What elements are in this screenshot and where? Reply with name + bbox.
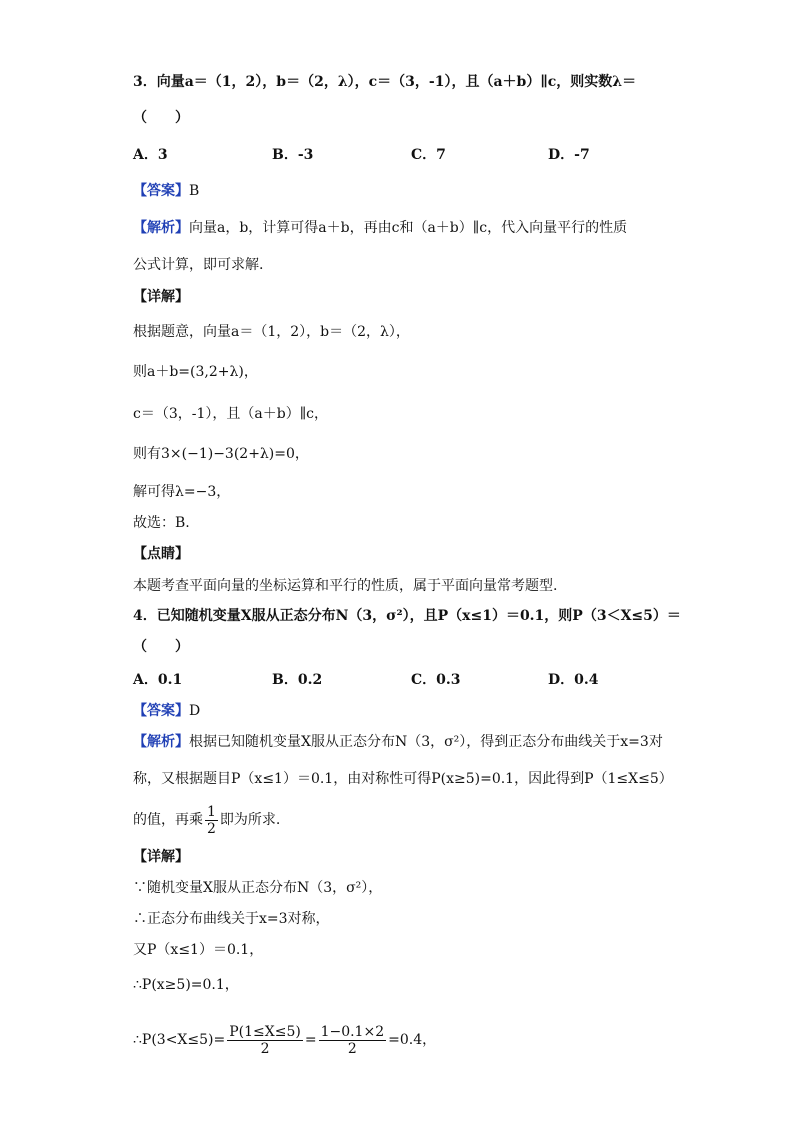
answer-tag: 【答案】 xyxy=(133,183,189,199)
analysis-text: 向量a，b，计算可得a＋b，再由c和（a＋b）∥c，代入向量平行的性质 xyxy=(189,220,628,236)
comment-3-text: 本题考查平面向量的坐标运算和平行的性质，属于平面向量常考题型. xyxy=(133,578,558,594)
detail-3-tag: 【详解】 xyxy=(133,289,189,305)
fraction-numerator: P(1≤X≤5) xyxy=(229,1023,301,1040)
fraction-probability xyxy=(227,1024,303,1057)
option-c: C．0.3 xyxy=(411,672,461,688)
detail-4-line: ∵随机变量X服从正态分布N（3，σ²）， xyxy=(133,880,383,896)
option-a: A．0.1 xyxy=(133,672,183,688)
answer-value: B xyxy=(189,183,200,199)
analysis-3-line-1 xyxy=(133,218,627,238)
question-4-paren: （ ） xyxy=(133,639,189,655)
option-a: A．3 xyxy=(133,147,168,163)
final-lhs: ∴P(3<X≤5)= xyxy=(133,1032,226,1048)
analysis-4-line-2: 称，又根据题目P（x≤1）＝0.1，由对称性可得P(x≥5)=0.1，因此得到P（1≤X≤5） xyxy=(133,771,673,787)
fraction-numerator: 1−0.1×2 xyxy=(320,1023,385,1040)
detail-4-line: ∴正态分布曲线关于x=3对称， xyxy=(133,911,330,927)
question-4-stem: 4．已知随机变量X服从正态分布N（3，σ²），且P（x≤1）＝0.1，则P（3＜X≤5）＝ xyxy=(133,608,681,624)
answer-value: D xyxy=(189,703,201,719)
detail-3-line: 故选：B. xyxy=(133,515,190,531)
fraction-denominator: 2 xyxy=(347,1040,357,1057)
fraction-half xyxy=(205,804,218,837)
option-b: B．-3 xyxy=(272,147,314,163)
fraction-computation xyxy=(319,1024,387,1057)
detail-3-line: 解可得λ=−3， xyxy=(133,484,231,500)
analysis-text: 根据已知随机变量X服从正态分布N（3，σ²），得到正态分布曲线关于x=3对 xyxy=(189,734,663,750)
option-d: D．0.4 xyxy=(548,672,599,688)
analysis-4-line-3 xyxy=(133,800,280,840)
option-c: C．7 xyxy=(411,147,446,163)
analysis-3-line-2: 公式计算，即可求解. xyxy=(133,257,264,273)
detail-4-final xyxy=(133,1020,436,1060)
analysis-text: 的值，再乘 xyxy=(133,812,203,828)
question-3-stem: 3．向量a＝（1，2），b＝（2，λ），c＝（3，-1），且（a＋b）∥c，则实数λ＝ xyxy=(133,74,637,90)
detail-4-line: 又P（x≤1）＝0.1， xyxy=(133,942,264,958)
detail-3-line: c＝（3，-1），且（a＋b）∥c， xyxy=(133,406,329,422)
answer-tag: 【答案】 xyxy=(133,703,189,719)
fraction-denominator: 2 xyxy=(207,820,216,837)
comment-3-tag: 【点睛】 xyxy=(133,546,189,562)
question-3-paren: （ ） xyxy=(133,110,189,126)
answer-4 xyxy=(133,701,200,721)
detail-4-tag: 【详解】 xyxy=(133,849,189,865)
option-d: D．-7 xyxy=(548,147,590,163)
analysis-4-line-1 xyxy=(133,732,663,752)
detail-3-line: 根据题意，向量a＝（1，2），b＝（2，λ）， xyxy=(133,324,410,340)
detail-3-line: 则a＋b=(3,2+λ)， xyxy=(133,364,258,380)
analysis-tag: 【解析】 xyxy=(133,734,189,750)
answer-3 xyxy=(133,181,199,201)
fraction-numerator: 1 xyxy=(207,803,216,820)
final-result: =0.4， xyxy=(388,1032,437,1048)
detail-4-line: ∴P(x≥5)=0.1， xyxy=(133,977,239,993)
analysis-tag: 【解析】 xyxy=(133,220,189,236)
analysis-text: 即为所求. xyxy=(219,812,281,828)
equals-sign: = xyxy=(304,1032,317,1048)
option-b: B．0.2 xyxy=(272,672,323,688)
fraction-denominator: 2 xyxy=(260,1040,270,1057)
detail-3-line: 则有3×(−1)−3(2+λ)=0， xyxy=(133,446,309,462)
